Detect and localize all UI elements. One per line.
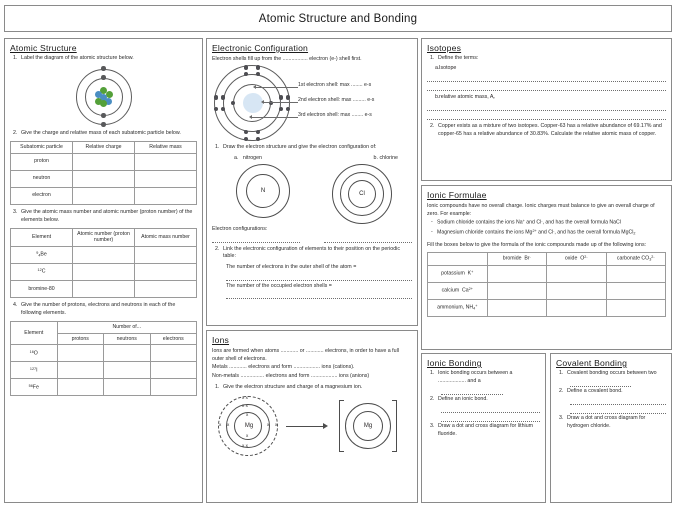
table-row: [428, 265, 666, 282]
electron-dot: [101, 122, 106, 127]
electron-dot: [279, 95, 283, 99]
table-header-row: [428, 253, 666, 265]
panel-atomic-structure: [4, 38, 203, 503]
particle-count-table: [10, 321, 197, 397]
nitrogen-shell-diagram[interactable]: [236, 164, 290, 218]
answer-line[interactable]: [427, 84, 666, 91]
question-text: Copper exists as a mixture of two isotopes. Copper-63 has a relative abundance of 69.17% and copper-65 has a relative abundance of 30.83%. Calculate the relative atomic mass of copper.: [438, 122, 662, 137]
answer-line[interactable]: [441, 388, 503, 395]
bullet-text: Sodium chloride contains the ions Na+ and Cl-, and has the overall formula NaCl: [437, 219, 621, 226]
question-number: 3.: [559, 414, 564, 421]
heading-electronic-configuration: Electronic Configuration: [212, 43, 309, 53]
question-number: 1.: [430, 370, 435, 376]
atomic-structure-questions-4: [10, 302, 197, 318]
ec-question-1: [212, 144, 412, 152]
q2-line-2: The number of the occupied electron shells =: [226, 282, 332, 289]
row-header: potassium K+: [428, 265, 488, 282]
arrow-shaft: [286, 426, 324, 427]
ions-paragraph-3: Non-metals ................ electrons and form .................. ions (anions): [212, 372, 370, 379]
question-text: Draw a dot and cross diagram for hydrogen chloride.: [567, 414, 646, 429]
question-item: [212, 144, 412, 152]
q2-line-1: The number of electrons in the outer shell of the atom =: [226, 264, 357, 271]
question-number: 3.: [13, 208, 18, 215]
electron-cross: x x: [242, 395, 248, 401]
atom-diagram: [68, 66, 140, 128]
answer-line[interactable]: [570, 398, 666, 405]
row-label-isotope: $^{127}$I: [11, 362, 58, 379]
covalent-bonding-questions: [556, 370, 666, 378]
answer-cell[interactable]: [487, 299, 547, 316]
question-number: 3.: [430, 422, 435, 429]
bullet-item: [427, 229, 666, 237]
shell-label: [298, 77, 406, 92]
nucleus: [94, 87, 114, 107]
answer-cell[interactable]: [487, 265, 547, 282]
leader-line-2: [264, 102, 298, 103]
subquestion-b: b. chlorine: [373, 155, 398, 162]
ec-atom-circles-row: [212, 162, 412, 224]
ions-paragraph-2: Metals ............ electrons and form .................. ions (cations).: [212, 364, 355, 371]
column-header: Atomic number (proton number): [73, 228, 135, 247]
heading-ionic-formulae: Ionic Formulae: [427, 190, 487, 200]
answer-cell[interactable]: [57, 345, 104, 362]
answer-cell[interactable]: [73, 153, 135, 170]
shell-label-text-1: 1st electron shell: max ........ e-s: [298, 81, 372, 88]
answer-cell[interactable]: [104, 362, 151, 379]
question-item: [427, 55, 666, 63]
electron-cross: x: [246, 411, 249, 417]
answer-cell[interactable]: [547, 282, 607, 299]
magnesium-ion-circle: [345, 403, 391, 449]
row-header: ammonium, $NH_4^+$: [428, 299, 488, 316]
magnesium-ion-bracket[interactable]: [334, 400, 402, 452]
question-text: Give the electron structure and charge of a magnesium ion.: [223, 383, 363, 390]
question-text: Covalent bonding occurs between two: [567, 370, 657, 376]
electron-dot: [286, 95, 290, 99]
magnesium-atom-diagram[interactable]: [218, 396, 280, 456]
question-item: [556, 388, 666, 396]
nucleon-green: [100, 100, 107, 107]
answer-cell[interactable]: [135, 187, 197, 204]
electron-dot: [256, 65, 260, 69]
answer-line[interactable]: [226, 292, 412, 299]
answer-line[interactable]: [441, 415, 540, 422]
column-header: carbonate $CO_3^{2-}$: [606, 253, 666, 265]
atomic-structure-questions: [10, 55, 197, 63]
atomic-structure-questions-2: [10, 130, 197, 138]
answer-cell[interactable]: [135, 281, 197, 298]
electron-configurations-label: Electron configurations:: [212, 226, 268, 233]
shell-label-text-2: 2nd electron shell: max ......... e-s: [298, 96, 375, 103]
ion-symbol: Mg: [363, 422, 373, 429]
answer-line[interactable]: [441, 406, 540, 413]
question-number: 1.: [215, 383, 220, 390]
atomic-structure-questions-3: [10, 209, 197, 225]
question-text: Ionic bonding occurs between a ................... and a: [438, 370, 513, 384]
leader-arrow-1: [253, 85, 256, 89]
column-header-group: Number of...: [57, 321, 197, 333]
subquestion-item: [427, 65, 666, 73]
question-item: [427, 370, 540, 386]
ec-subquestion-row: [212, 154, 412, 162]
leader-arrow-3: [249, 115, 252, 119]
answer-line[interactable]: [427, 104, 666, 111]
answer-cell[interactable]: [135, 153, 197, 170]
electron-cross: x: [267, 421, 270, 427]
fill-boxes-instruction: Fill the boxes below to give the formula of the ionic compounds made up of the following ions:: [427, 242, 647, 249]
answer-cell[interactable]: [73, 247, 135, 264]
question-item: [10, 55, 197, 63]
panel-electronic-configuration: [206, 38, 418, 326]
question-text: Give the charge and relative mass of each subatomic particle below.: [21, 129, 181, 136]
electron-shell-intro: Electron shells fill up from the ................. electron (e-) shell first.: [212, 56, 362, 62]
answer-cell[interactable]: [487, 282, 547, 299]
reaction-arrow: [286, 422, 328, 430]
question-text: Define a covalent bond.: [567, 387, 623, 394]
corner-cell: [428, 253, 488, 265]
ec-question-2: [212, 246, 412, 262]
panel-covalent-bonding: [550, 353, 672, 503]
answer-cell[interactable]: [73, 187, 135, 204]
column-subheader: electrons: [150, 333, 197, 345]
answer-cell[interactable]: [150, 362, 197, 379]
subquestion-number: a.: [435, 64, 440, 71]
answer-cell[interactable]: [547, 299, 607, 316]
arrow-head: [323, 423, 328, 429]
question-number: 2.: [215, 245, 220, 252]
answer-cell[interactable]: [606, 299, 666, 316]
question-text: Define the terms:: [438, 55, 479, 61]
electron-cross: x: [275, 421, 278, 427]
question-item: [10, 209, 197, 225]
subquestion-text: relative atomic mass, $A_r$: [439, 93, 495, 100]
ions-paragraph-1: Ions are formed when atoms ............ or ............ electrons, in order to have a full outer shell of electrons.: [212, 348, 399, 363]
config-answer-lines: [212, 234, 412, 244]
subquestion-text: Isotope: [439, 64, 457, 71]
isotopes-subquestions-b: [427, 94, 666, 102]
subquestion-b-text: chlorine: [379, 155, 398, 162]
answer-cell[interactable]: [135, 264, 197, 281]
panel-ionic-formulae: [421, 185, 672, 350]
answer-cell[interactable]: [73, 170, 135, 187]
answer-cell[interactable]: [135, 170, 197, 187]
electron-cross: x x: [242, 403, 248, 409]
answer-cell[interactable]: [135, 247, 197, 264]
row-label-isotope: $^{12}$C: [11, 264, 73, 281]
bracket-right: [392, 400, 397, 452]
answer-cell[interactable]: [150, 379, 197, 396]
question-item: [10, 302, 197, 318]
answer-line[interactable]: [324, 236, 412, 243]
answer-cell[interactable]: [57, 379, 104, 396]
subquestion-a-text: nitrogen: [242, 155, 262, 162]
electron-dot: [256, 137, 260, 141]
question-text: Label the diagram of the atomic structure below.: [21, 55, 134, 61]
question-item: [212, 246, 412, 262]
table-header-row: [11, 141, 197, 153]
table-row: [11, 247, 197, 264]
electron-dot: [101, 66, 106, 71]
electron-cross: x: [219, 421, 222, 427]
question-item: [427, 396, 540, 404]
answer-line[interactable]: [570, 407, 666, 414]
table-row: [11, 170, 197, 187]
answer-cell[interactable]: [547, 265, 607, 282]
column-header: Element: [11, 321, 58, 345]
ionic-formulae-table: [427, 252, 666, 316]
leader-line-3: [252, 117, 298, 118]
ionic-bonding-questions: [427, 370, 540, 386]
answer-line[interactable]: [226, 274, 412, 281]
bracket-left: [339, 400, 344, 452]
question-item: [427, 123, 666, 139]
table-row: [428, 282, 666, 299]
table-row: [11, 264, 197, 281]
question-number: 2.: [430, 122, 435, 129]
row-label: neutron: [11, 170, 73, 187]
row-label: proton: [11, 153, 73, 170]
answer-cell[interactable]: [73, 264, 135, 281]
bullet-marker: -: [431, 228, 433, 235]
question-number: 4.: [13, 302, 18, 308]
heading-atomic-structure: Atomic Structure: [10, 43, 77, 53]
answer-line[interactable]: [212, 236, 300, 243]
shell-core: [214, 65, 292, 141]
row-label: bromine-80: [11, 281, 73, 298]
column-header: Atomic mass number: [135, 228, 197, 247]
column-header: oxide $O^{2-}$: [547, 253, 607, 265]
page-title-bar: [4, 5, 672, 32]
shell-label-text-3: 3rd electron shell: max ........ e-s: [298, 111, 372, 118]
question-item: [556, 370, 666, 378]
row-label: electron: [11, 187, 73, 204]
question-number: 2.: [430, 395, 435, 402]
electron-dot: [101, 113, 106, 118]
table-header-row: [11, 228, 197, 247]
answer-cell[interactable]: [606, 265, 666, 282]
isotopes-question-2: [427, 123, 666, 139]
column-subheader: protons: [57, 333, 104, 345]
electron-dot: [101, 75, 106, 80]
ions-questions: [212, 384, 412, 392]
electron-dot: [286, 107, 290, 111]
question-number: 1.: [215, 144, 220, 151]
leader-line-1: [256, 87, 298, 88]
column-header: Subatomic particle: [11, 141, 73, 153]
magnesium-ion-diagram-group: [218, 396, 412, 456]
table-row: [11, 187, 197, 204]
element-symbol: N: [260, 188, 266, 195]
subatomic-particle-table: [10, 141, 197, 205]
shell-label-list: [298, 77, 406, 122]
question-text: Give the atomic mass number and atomic number (proton number) of the elements below.: [21, 208, 193, 223]
question-text: Give the number of protons, electrons and neutrons in each of the following elements.: [21, 302, 176, 316]
question-text: Link the electronic configuration of elements to their position on the periodic table:: [223, 245, 400, 260]
question-number: 1.: [13, 55, 18, 61]
ionic-formulae-examples: [427, 219, 666, 237]
bullet-marker: -: [431, 219, 433, 226]
table-row: [11, 379, 197, 396]
ionic-formulae-intro: Ionic compounds have no overall charge. Ionic charges must balance to give an overall charge of zero. For example:: [427, 203, 655, 218]
answer-cell[interactable]: [150, 345, 197, 362]
ionic-bonding-question-2: [427, 396, 540, 404]
answer-cell[interactable]: [104, 345, 151, 362]
answer-cell[interactable]: [73, 281, 135, 298]
panel-ionic-bonding: [421, 353, 546, 503]
heading-ions: Ions: [212, 335, 230, 345]
question-number: 2.: [13, 129, 18, 136]
electron-dot: [244, 65, 248, 69]
row-label-isotope: $^9_4$Be: [11, 247, 73, 264]
electron-cross: x: [227, 421, 230, 427]
electron-cross: x: [246, 432, 249, 438]
element-symbol: Mg: [244, 422, 254, 429]
subquestion-item: [427, 94, 666, 102]
column-header: Element: [11, 228, 73, 247]
column-header: bromide Br-: [487, 253, 547, 265]
question-number: 1.: [430, 55, 435, 61]
table-row: [11, 281, 197, 298]
ionic-bonding-question-3: [427, 423, 540, 439]
table-row: [11, 362, 197, 379]
panel-ions: [206, 330, 418, 503]
shell-label: [298, 107, 406, 122]
answer-cell[interactable]: [606, 282, 666, 299]
element-mass-table: [10, 228, 197, 299]
question-text: Draw the electron structure and give the electron configuration of:: [223, 144, 377, 151]
row-header: calcium $Ca^{2+}$: [428, 282, 488, 299]
row-label-isotope: $^{16}$O: [11, 345, 58, 362]
table-header-row: [11, 321, 197, 333]
subquestion-a: a. nitrogen: [234, 155, 262, 162]
subquestion-number: b.: [435, 93, 440, 100]
electron-dot: [214, 95, 218, 99]
question-text: Define an ionic bond.: [438, 395, 488, 402]
leader-arrow-2: [261, 100, 264, 104]
electron-dot: [221, 95, 225, 99]
covalent-bonding-question-3: [556, 415, 666, 431]
heading-ionic-bonding: Ionic Bonding: [427, 358, 482, 368]
element-symbol: Cl: [359, 191, 365, 198]
heading-isotopes: Isotopes: [427, 43, 462, 53]
question-number: 2.: [559, 387, 564, 394]
shell-label: [298, 92, 406, 107]
answer-line[interactable]: [427, 113, 666, 120]
chlorine-shell-diagram[interactable]: [332, 164, 392, 224]
answer-cell[interactable]: [57, 362, 104, 379]
answer-line[interactable]: [570, 380, 631, 387]
question-item: [10, 130, 197, 138]
column-header: Relative charge: [73, 141, 135, 153]
covalent-bonding-question-2: [556, 388, 666, 396]
bullet-text: Magnesium chloride contains the ions $Mg^{2+}$ and Cl-, and has the overall formula MgCl$_2$: [437, 228, 636, 236]
question-item: [427, 423, 540, 439]
column-subheader: neutrons: [104, 333, 151, 345]
question-text: Draw a dot and cross diagram for lithium fluoride.: [438, 422, 534, 437]
question-item: [556, 415, 666, 431]
column-header: Relative mass: [135, 141, 197, 153]
answer-line[interactable]: [427, 75, 666, 82]
bullet-item: [427, 219, 666, 227]
electron-shell-diagram: [212, 65, 408, 141]
table-row: [11, 345, 197, 362]
table-row: [11, 153, 197, 170]
panel-isotopes: [421, 38, 672, 181]
heading-covalent-bonding: Covalent Bonding: [556, 358, 628, 368]
question-item: [212, 384, 412, 392]
table-row: [428, 299, 666, 316]
row-label-isotope: $^{56}$Fe: [11, 379, 58, 396]
page-title: Atomic Structure and Bonding: [258, 12, 418, 25]
electron-cross: x x: [242, 442, 248, 448]
question-number: 1.: [559, 370, 564, 376]
isotopes-subquestions-a: [427, 65, 666, 73]
isotopes-questions: [427, 55, 666, 63]
answer-cell[interactable]: [104, 379, 151, 396]
